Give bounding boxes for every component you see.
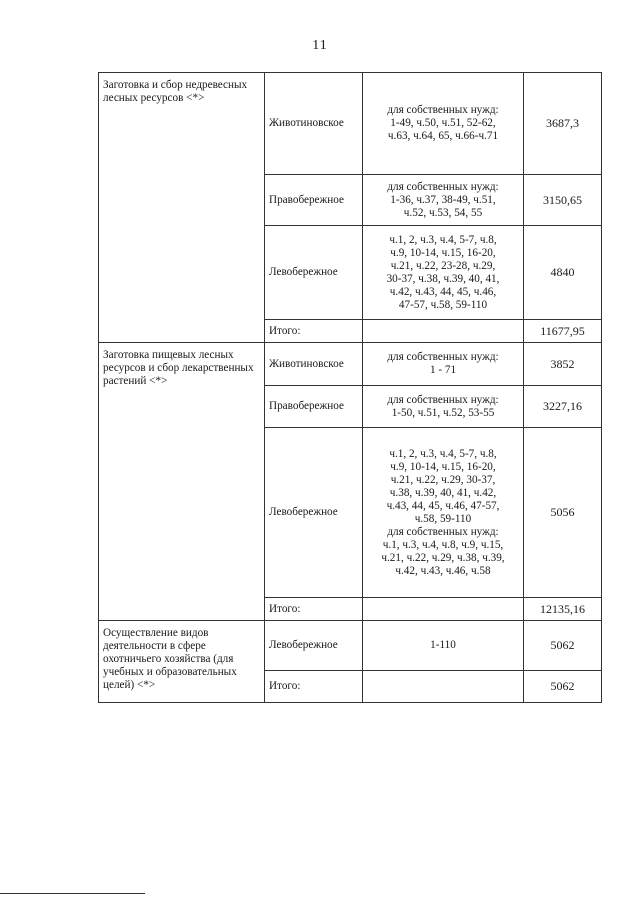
volume-cell: 3227,16 — [524, 386, 602, 428]
volume-cell: 3687,3 — [524, 73, 602, 175]
table-row — [99, 621, 602, 671]
quarters-cell: ч.1, 2, ч.3, ч.4, 5-7, ч.8, ч.9, 10-14, ч.15, 16-20, ч.21, ч.22, ч.29, 30-37, ч.38, ч.39, 40, 41, ч.42, ч.43, 44, 45, ч.46, 47-57, ч.58, 59-110 для собственных нужд: ч.1, ч.3, ч.4, ч.8, ч.9, ч.15, ч.21, ч.22, ч.29, ч.38, ч.39, ч.42, ч.43, ч.46, ч.58 — [363, 428, 524, 598]
total-value: 12135,16 — [524, 598, 602, 621]
forestry-cell: Животиновское — [265, 73, 363, 175]
volume-cell: 5062 — [524, 621, 602, 671]
forestry-cell: Левобережное — [265, 226, 363, 320]
total-label: Итого: — [265, 320, 363, 343]
quarters-cell: ч.1, 2, ч.3, ч.4, 5-7, ч.8, ч.9, 10-14, ч.15, 16-20, ч.21, ч.22, 23-28, ч.29, 30-37, ч.38, ч.39, 40, 41, ч.42, ч.43, 44, 45, ч.46, 47-57, ч.58, 59-110 — [363, 226, 524, 320]
page-number: 11 — [312, 38, 328, 53]
forestry-cell: Животиновское — [265, 343, 363, 386]
empty-cell — [363, 598, 524, 621]
quarters-cell: для собственных нужд: 1 - 71 — [363, 343, 524, 386]
total-value: 11677,95 — [524, 320, 602, 343]
total-label: Итого: — [265, 598, 363, 621]
total-label: Итого: — [265, 671, 363, 703]
forestry-cell: Правобережное — [265, 175, 363, 226]
quarters-cell: для собственных нужд: 1-50, ч.51, ч.52, 53-55 — [363, 386, 524, 428]
activity-cell: Заготовка пищевых лесных ресурсов и сбор лекарственных растений <*> — [99, 343, 265, 621]
volume-cell: 4840 — [524, 226, 602, 320]
volume-cell: 3852 — [524, 343, 602, 386]
empty-cell — [363, 320, 524, 343]
table-row — [99, 73, 602, 175]
table-row — [99, 343, 602, 386]
forestry-cell: Левобережное — [265, 621, 363, 671]
forestry-cell: Правобережное — [265, 386, 363, 428]
volume-cell: 5056 — [524, 428, 602, 598]
activity-cell: Заготовка и сбор недревесных лесных ресурсов <*> — [99, 73, 265, 343]
quarters-cell: для собственных нужд: 1-36, ч.37, 38-49, ч.51, ч.52, ч.53, 54, 55 — [363, 175, 524, 226]
total-value: 5062 — [524, 671, 602, 703]
activity-cell: Осуществление видов деятельности в сфере охотничьего хозяйства (для учебных и образовательных целей) <*> — [99, 621, 265, 703]
quarters-cell: для собственных нужд: 1-49, ч.50, ч.51, 52-62, ч.63, ч.64, 65, ч.66-ч.71 — [363, 73, 524, 175]
volume-cell: 3150,65 — [524, 175, 602, 226]
forestry-cell: Левобережное — [265, 428, 363, 598]
empty-cell — [363, 671, 524, 703]
quarters-cell: 1-110 — [363, 621, 524, 671]
footer-rule — [0, 893, 145, 894]
forest-use-table — [98, 72, 602, 703]
